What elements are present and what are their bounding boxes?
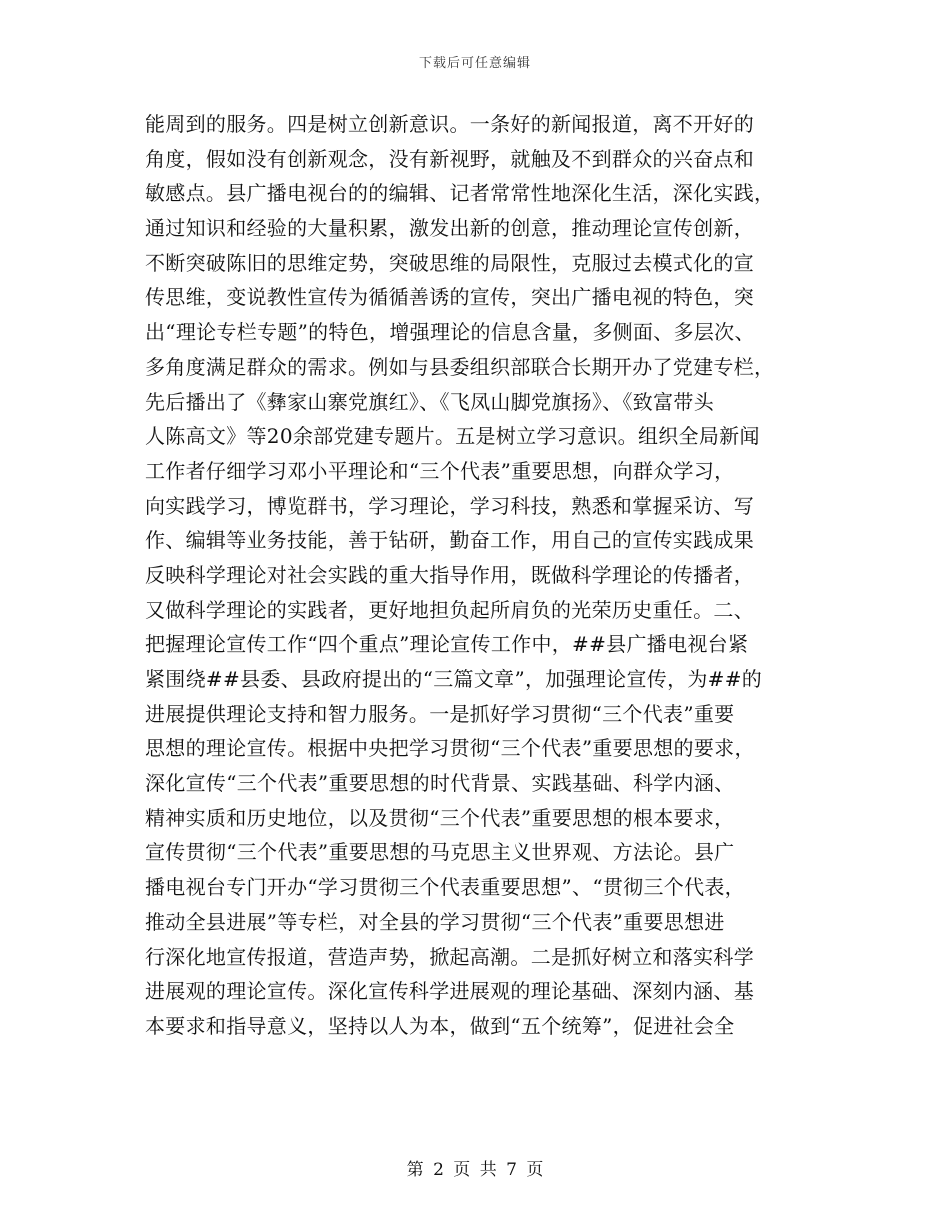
text-line: 反映科学理论对社会实践的重大指导作用，既做科学理论的传播者， bbox=[145, 562, 754, 587]
text-line: 工作者仔细学习邓小平理论和“三个代表”重要思想，向群众学习， bbox=[145, 458, 735, 483]
text-line: 先后播出了《彝家山寨党旗红》、《飞凤山脚党旗扬》、《致富带头 bbox=[145, 389, 714, 414]
text-line: 又做科学理论的实践者，更好地担负起所肩负的光荣历史重任。二、 bbox=[145, 597, 754, 622]
text-line: 进展观的理论宣传。深化宣传科学进展观的理论基础、深刻内涵、基 bbox=[145, 979, 754, 1004]
text-line: 作、编辑等业务技能，善于钻研，勤奋工作，用自己的宣传实践成果 bbox=[145, 528, 754, 553]
text-line: 向实践学习，博览群书，学习理论，学习科技，熟悉和掌握采访、写 bbox=[145, 493, 754, 518]
page-header: 下载后可任意编辑 bbox=[418, 56, 531, 71]
text-line: 传思维，变说教性宣传为循循善诱的宣传，突出广播电视的特色，突 bbox=[145, 285, 754, 310]
text-line: 出“理论专栏专题”的特色，增强理论的信息含量，多侧面、多层次、 bbox=[145, 320, 755, 345]
text-line: 紧围绕##县委、县政府提出的“三篇文章”，加强理论宣传，为##的 bbox=[145, 667, 763, 691]
text-line: 推动全县进展”等专栏，对全县的学习贯彻“三个代表”重要思想进 bbox=[145, 909, 725, 934]
text-line: 人陈高文》等20余部党建专题片。五是树立学习意识。组织全局新闻 bbox=[145, 424, 760, 449]
text-line: 角度，假如没有创新观念，没有新视野，就触及不到群众的兴奋点和 bbox=[145, 146, 754, 171]
text-line: 多角度满足群众的需求。例如与县委组织部联合长期开办了党建专栏， bbox=[145, 354, 775, 379]
text-line: 深化宣传“三个代表”重要思想的时代背景、实践基础、科学内涵、 bbox=[145, 771, 735, 796]
text-line: 宣传贯彻“三个代表”重要思想的马克思主义世界观、方法论。县广 bbox=[145, 840, 735, 865]
text-line: 精神实质和历史地位，以及贯彻“三个代表”重要思想的根本要求， bbox=[145, 805, 735, 830]
text-line: 思想的理论宣传。根据中央把学习贯彻“三个代表”重要思想的要求， bbox=[145, 736, 755, 761]
text-line: 行深化地宣传报道，营造声势，掀起高潮。二是抓好树立和落实科学 bbox=[145, 944, 754, 969]
page-number: 第 2 页 共 7 页 bbox=[406, 1160, 544, 1180]
text-line: 播电视台专门开办“学习贯彻三个代表重要思想”、“贯彻三个代表， bbox=[145, 875, 745, 900]
text-line: 通过知识和经验的大量积累，激发出新的创意，推动理论宣传创新， bbox=[145, 216, 754, 241]
text-line: 进展提供理论支持和智力服务。一是抓好学习贯彻“三个代表”重要 bbox=[145, 701, 735, 726]
text-line: 本要求和指导意义，坚持以人为本，做到“五个统筹”，促进社会全 bbox=[145, 1013, 735, 1038]
text-line: 不断突破陈旧的思维定势，突破思维的局限性，克服过去模式化的宣 bbox=[145, 250, 754, 275]
document-body bbox=[145, 107, 805, 1044]
text-line: 能周到的服务。四是树立创新意识。一条好的新闻报道，离不开好的 bbox=[145, 112, 754, 136]
text-line: 把握理论宣传工作“四个重点”理论宣传工作中，##县广播电视台紧 bbox=[145, 632, 749, 657]
text-line: 敏感点。县广播电视台的的编辑、记者常常性地深化生活，深化实践， bbox=[145, 181, 775, 206]
